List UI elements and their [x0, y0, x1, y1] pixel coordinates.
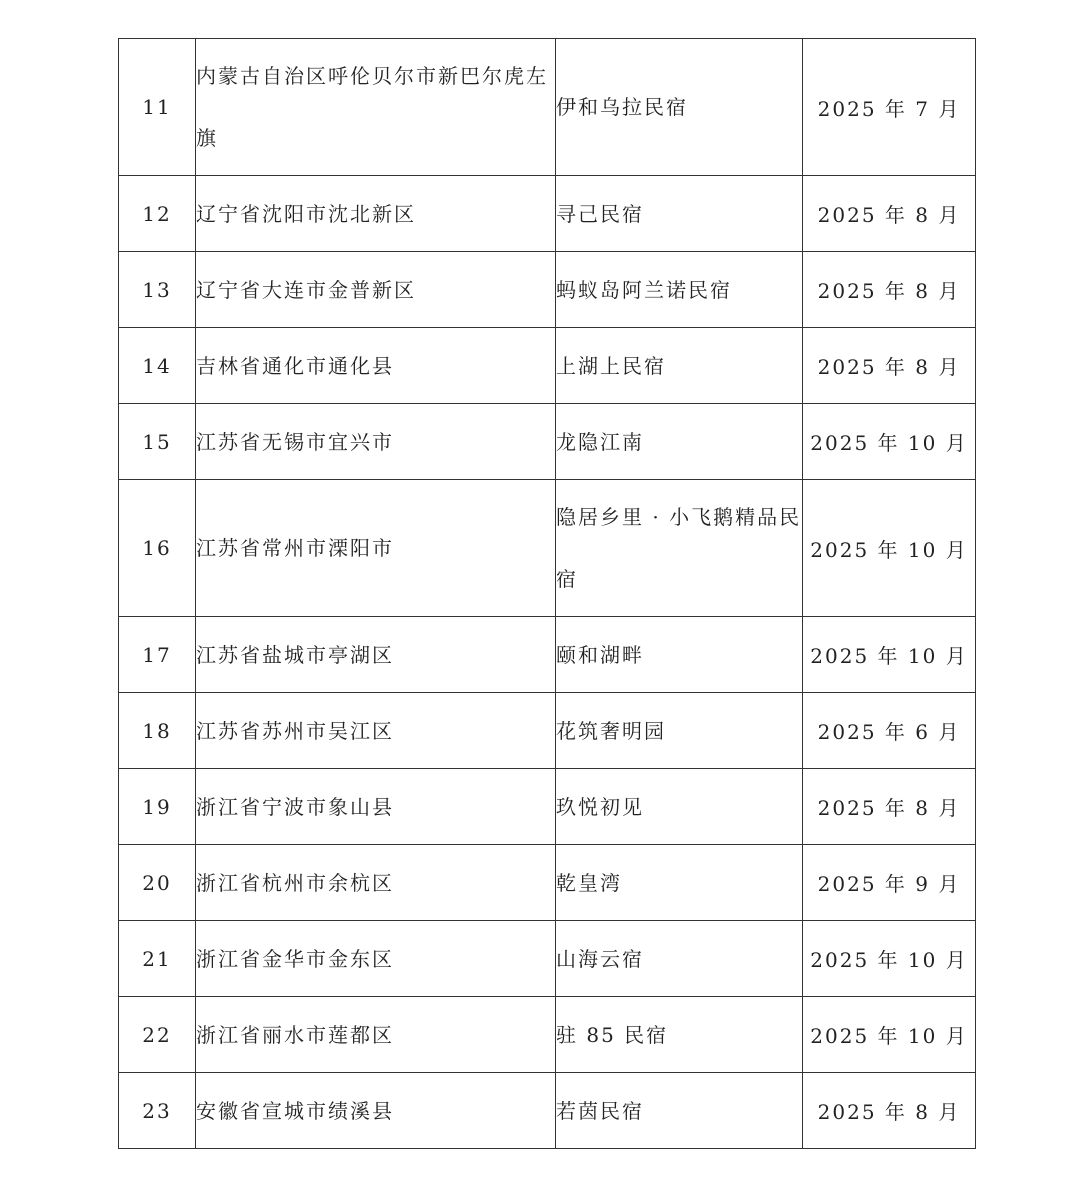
row-index: 13: [119, 252, 196, 328]
row-location: 浙江省金华市金东区: [196, 921, 556, 997]
row-date: 2025 年 10 月: [803, 617, 976, 693]
row-index: 14: [119, 328, 196, 404]
row-date: 2025 年 8 月: [803, 328, 976, 404]
row-date: 2025 年 10 月: [803, 921, 976, 997]
row-index: 16: [119, 480, 196, 617]
row-location: 江苏省无锡市宜兴市: [196, 404, 556, 480]
row-name: 蚂蚁岛阿兰诺民宿: [556, 252, 803, 328]
row-index: 21: [119, 921, 196, 997]
row-name: 龙隐江南: [556, 404, 803, 480]
table-row: [119, 997, 976, 1073]
row-index: 20: [119, 845, 196, 921]
row-date: 2025 年 6 月: [803, 693, 976, 769]
row-name: 伊和乌拉民宿: [556, 39, 803, 176]
table-row: [119, 252, 976, 328]
row-index: 15: [119, 404, 196, 480]
row-date: 2025 年 8 月: [803, 252, 976, 328]
row-location: 浙江省杭州市余杭区: [196, 845, 556, 921]
table-row: [119, 39, 976, 176]
row-location: 江苏省苏州市吴江区: [196, 693, 556, 769]
row-index: 17: [119, 617, 196, 693]
row-date: 2025 年 8 月: [803, 769, 976, 845]
row-index: 19: [119, 769, 196, 845]
table-row: [119, 480, 976, 617]
row-location: 安徽省宣城市绩溪县: [196, 1073, 556, 1149]
row-name: 山海云宿: [556, 921, 803, 997]
row-location: 江苏省常州市溧阳市: [196, 480, 556, 617]
row-name: 颐和湖畔: [556, 617, 803, 693]
homestay-table: [118, 38, 976, 1149]
row-location: 浙江省丽水市莲都区: [196, 997, 556, 1073]
table-row: [119, 769, 976, 845]
row-index: 11: [119, 39, 196, 176]
row-location: 辽宁省沈阳市沈北新区: [196, 176, 556, 252]
table-row: [119, 328, 976, 404]
table-row: [119, 404, 976, 480]
table-row: [119, 1073, 976, 1149]
row-date: 2025 年 10 月: [803, 404, 976, 480]
row-name: 寻己民宿: [556, 176, 803, 252]
table-row: [119, 845, 976, 921]
row-location: 辽宁省大连市金普新区: [196, 252, 556, 328]
row-location: 内蒙古自治区呼伦贝尔市新巴尔虎左旗: [196, 39, 556, 176]
row-index: 18: [119, 693, 196, 769]
row-name: 若茵民宿: [556, 1073, 803, 1149]
row-date: 2025 年 8 月: [803, 1073, 976, 1149]
row-location: 吉林省通化市通化县: [196, 328, 556, 404]
row-date: 2025 年 10 月: [803, 480, 976, 617]
row-name: 驻 85 民宿: [556, 997, 803, 1073]
row-date: 2025 年 8 月: [803, 176, 976, 252]
row-name: 乾皇湾: [556, 845, 803, 921]
row-index: 23: [119, 1073, 196, 1149]
table-body: [119, 39, 976, 1149]
row-date: 2025 年 7 月: [803, 39, 976, 176]
row-date: 2025 年 10 月: [803, 997, 976, 1073]
row-index: 22: [119, 997, 196, 1073]
row-name: 花筑奢明园: [556, 693, 803, 769]
row-name: 隐居乡里 · 小飞鹅精品民宿: [556, 480, 803, 617]
row-location: 浙江省宁波市象山县: [196, 769, 556, 845]
row-location: 江苏省盐城市亭湖区: [196, 617, 556, 693]
row-name: 上湖上民宿: [556, 328, 803, 404]
table-row: [119, 921, 976, 997]
row-date: 2025 年 9 月: [803, 845, 976, 921]
table-row: [119, 176, 976, 252]
table-row: [119, 617, 976, 693]
row-index: 12: [119, 176, 196, 252]
row-name: 玖悦初见: [556, 769, 803, 845]
table-row: [119, 693, 976, 769]
